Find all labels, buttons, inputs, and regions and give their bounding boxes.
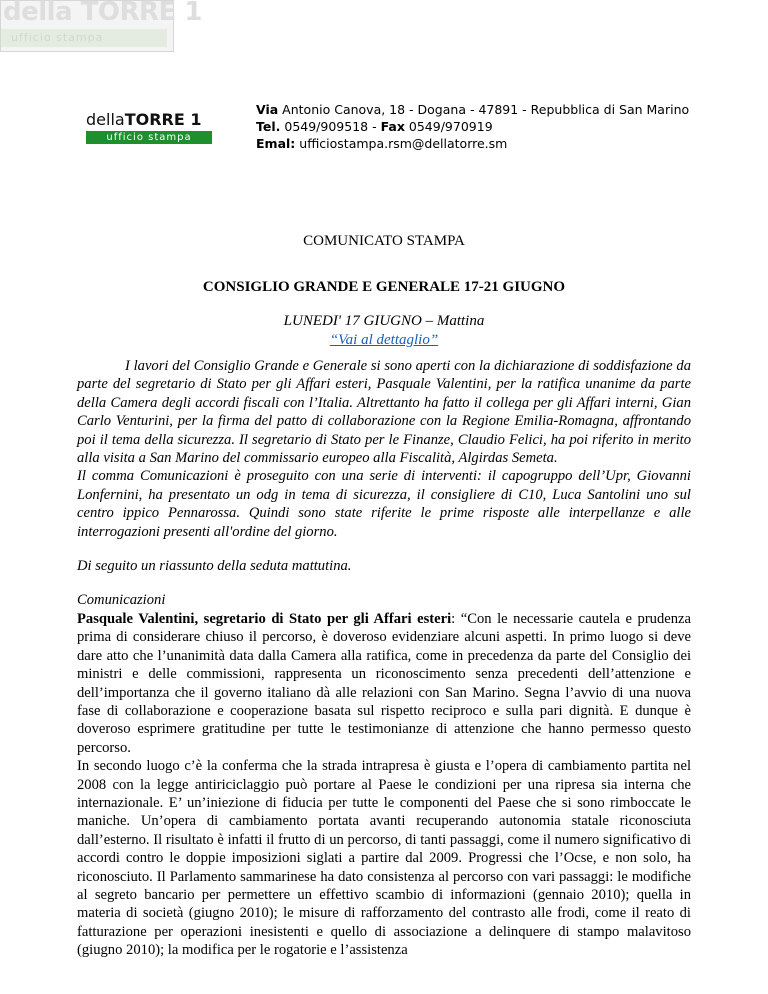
session-date: LUNEDI' 17 GIUGNO – Mattina	[283, 313, 485, 329]
dateline	[0, 312, 768, 350]
phone-line	[256, 118, 689, 135]
email-line	[256, 135, 689, 152]
tel-fax-separator: -	[372, 119, 377, 134]
speech-paragraph-1	[77, 610, 691, 757]
detail-link[interactable]: “Vai al dettaglio”	[329, 332, 439, 348]
speech-paragraph-2: In secondo luogo c’è la conferma che la strada intrapresa è giusta e l’opera di cambiamento partita nel 2008 con la legge antiriciclaggio può portare al Paese le condizioni per una ripresa sia interna che internazionale. E’ un’iniezione di fiducia per tutte le componenti del Paese che si sono rimboccate le maniche. Un’opera di cambiamento portata avanti recuperando autonomia statale riconosciuta dall’esterno. Il risultato è infatti il frutto di un percorso, di tanti passaggi, come il numero significativo di accordi contro le doppie imposizioni siglati a partire dal 2009. Progressi che l’Ocse, e non solo, ha riconosciuto. Il Parlamento sammarinese ha dato consistenza al percorso con vari passaggi: le modifiche al segreto bancario per permettere un effettivo scambio di informazioni (gennaio 2010); quella in materia di società (giugno 2010); le misure di rafforzamento del contrasto alle frodi, come il reato di fatturazione per operazioni inesistenti e quello di associazione a delinquere di stampo malavitoso (giugno 2010); la modifica per le rogatorie e l’assistenza	[77, 758, 691, 959]
intro-paragraph-1: I lavori del Consiglio Grande e Generale si sono aperti con la dichiarazione di soddisfazione da parte del segretario di Stato per gli Affari esteri, Pasquale Valentini, per la ratifica unanime da parte della Camera degli accordi fiscali con l’Italia. Altrettanto ha fatto il collega per gli Affari interni, Gian Carlo Venturini, per la firma del patto di collaborazione con la Regione Emilia-Romagna, affrontando poi il tema della sicurezza. Il segretario di Stato per le Finanze, Claudio Felici, ha poi riferito in merito alla visita a San Marino del commissario europeo alla Fiscalità, Algirdas Semeta.	[77, 358, 691, 467]
article-body	[77, 357, 691, 960]
logo-subtitle: ufficio stampa	[86, 131, 212, 144]
summary-line: Di seguito un riassunto della seduta mattutina.	[77, 558, 352, 575]
fax-value: 0549/970919	[408, 119, 493, 134]
tel-label: Tel.	[256, 119, 281, 134]
press-release-label: COMUNICATO STAMPA	[303, 233, 465, 249]
document-title: CONSIGLIO GRANDE E GENERALE 17-21 GIUGNO	[202, 279, 566, 295]
watermark-logo	[0, 0, 202, 52]
address-label: Via	[256, 102, 279, 117]
email-label: Emal:	[256, 136, 296, 151]
section-heading: Comunicazioni	[77, 592, 166, 609]
email-value: ufficiostampa.rsm@dellatorre.sm	[299, 136, 508, 151]
logo-name-light: della	[86, 110, 125, 129]
tel-value: 0549/909518	[284, 119, 369, 134]
contact-block	[256, 101, 689, 152]
speech-text-1: : “Con le necessarie cautela e prudenza prima di considerare chiuso il percorso, è doveroso evidenziare alcuni aspetti. In primo luogo si deve dare atto che l’unanimità data dalla Camera alla ratifica, come in precedenza da parte del Consiglio dei ministri e delle commissioni, rappresenta un riconoscimento senza precedenti dell’attenzione e dell’importanza che il governo italiano dà alle relazioni con San Marino. Segna l’avvio di una nuova fase di collaborazione e cooperazione basata sul rispetto reciproco e sulla pari dignità. E dunque è doveroso esprimere gratitudine per tutte le testimonianze di attenzione che hanno permesso questo percorso.	[77, 610, 691, 756]
address-value: Antonio Canova, 18 - Dogana - 47891 - Repubblica di San Marino	[282, 102, 690, 117]
company-logo	[86, 110, 212, 144]
watermark-line2: ufficio stampa	[1, 29, 167, 47]
address-line	[256, 101, 689, 118]
speaker-name: Pasquale Valentini, segretario di Stato per gli Affari esteri	[77, 610, 452, 627]
logo-name-bold: TORRE 1	[124, 110, 202, 129]
fax-label: Fax	[380, 119, 405, 134]
intro-paragraph-2: Il comma Comunicazioni è proseguito con una serie di interventi: il capogruppo dell’Upr, Giovanni Lonfernini, ha presentato un odg in tema di sicurezza, il consigliere di C10, Luca Santolini uno sul centro ippico Pennarossa. Quindi sono state riferite le prime risposte alle interpellanze e alle interrogazioni presenti all'ordine del giorno.	[77, 468, 691, 540]
watermark-line1: della TORRE 1	[3, 0, 202, 27]
logo-name	[86, 110, 212, 130]
